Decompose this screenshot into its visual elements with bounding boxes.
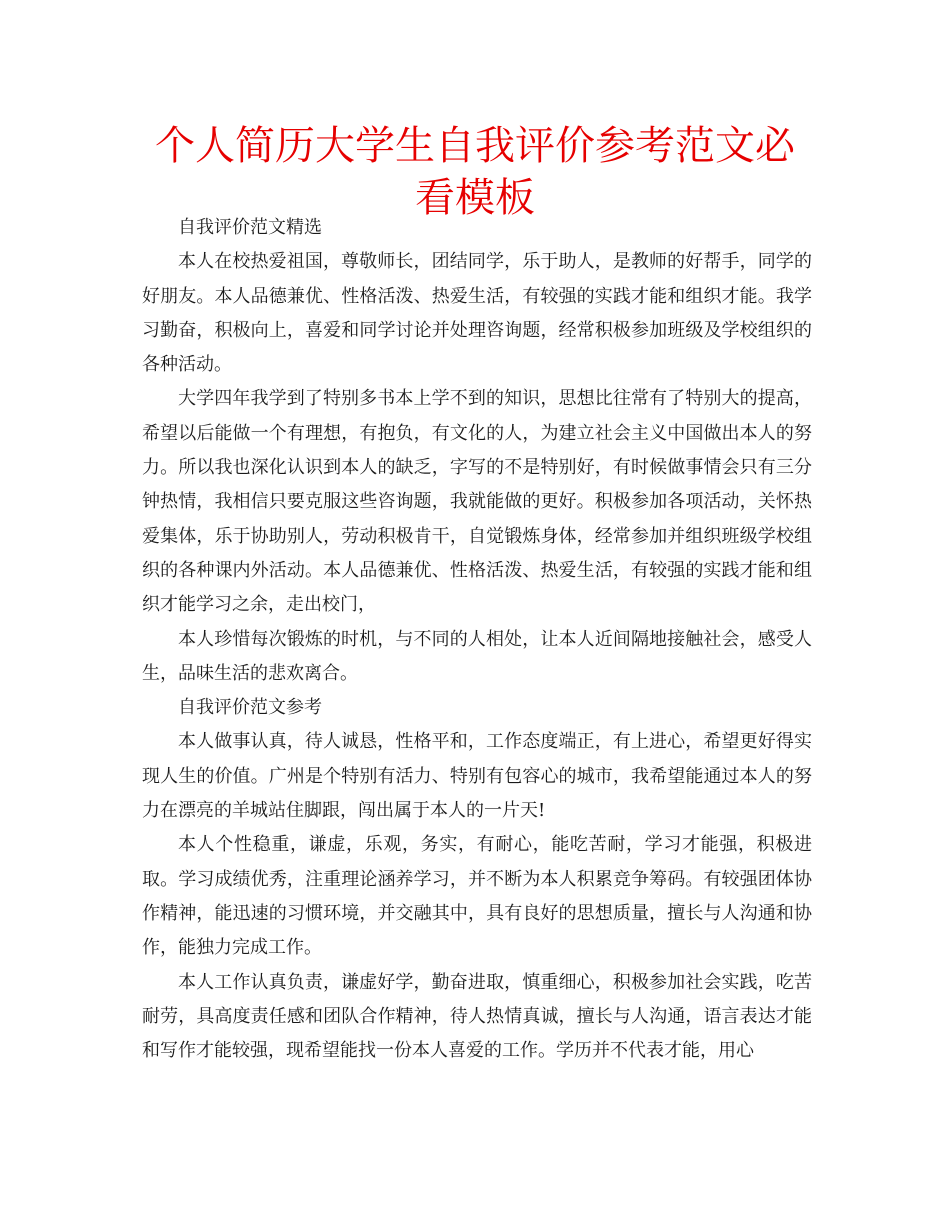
paragraph: 大学四年我学到了特别多书本上学不到的知识，思想比往常有了特别大的提高，希望以后能做一个有理想，有抱负，有文化的人，为建立社会主义中国做出本人的努力。所以我也深化认识到本人的缺乏，字写的不是特别好，有时候做事情会只有三分钟热情，我相信只要克服这些咨询题，我就能做的更好。积极参加各项活动，关怀热爱集体，乐于协助别人，劳动积极肯干，自觉锻炼身体，经常参加并组织班级学校组织的各种课内外活动。本人品德兼优、性格活泼、热爱生活，有较强的实践才能和组织才能学习之余，走出校门， [142, 388, 812, 616]
paragraph: 本人个性稳重，谦虚，乐观，务实，有耐心，能吃苦耐，学习才能强，积极进取。学习成绩优秀，注重理论涵养学习，并不断为本人积累竞争筹码。有较强团体协作精神，能迅速的习惯环境，并交融其中，具有良好的思想质量，擅长与人沟通和协作，能独力完成工作。 [142, 834, 812, 959]
paragraph: 本人工作认真负责，谦虚好学，勤奋进取，慎重细心，积极参加社会实践，吃苦耐劳，具高度责任感和团队合作精神，待人热情真诚，擅长与人沟通，语言表达才能和写作才能较强，现希望能找一份本人喜爱的工作。学历并不代表才能，用心 [142, 971, 812, 1062]
section-heading-reference: 自我评价范文参考 [178, 697, 322, 719]
paragraph: 本人在校热爱祖国，尊敬师长，团结同学，乐于助人，是教师的好帮手，同学的好朋友。本人品德兼优、性格活泼、热爱生活，有较强的实践才能和组织才能。我学习勤奋，积极向上，喜爱和同学讨论并处理咨询题，经常积极参加班级及学校组织的各种活动。 [142, 251, 812, 376]
document-body [142, 211, 812, 1068]
section-heading-selected: 自我评价范文精选 [178, 217, 322, 238]
document-title: 个人简历大学生自我评价参考范文必看模板 [155, 123, 795, 221]
paragraph: 本人珍惜每次锻炼的时机，与不同的人相处，让本人近间隔地接触社会，感受人生，品味生活的悲欢离合。 [142, 628, 812, 684]
paragraph: 本人做事认真，待人诚恳，性格平和，工作态度端正，有上进心，希望更好得实现人生的价值。广州是个特别有活力、特别有包容心的城市，我希望能通过本人的努力在漂亮的羊城站住脚跟，闯出属于本人的一片天! [142, 731, 812, 822]
